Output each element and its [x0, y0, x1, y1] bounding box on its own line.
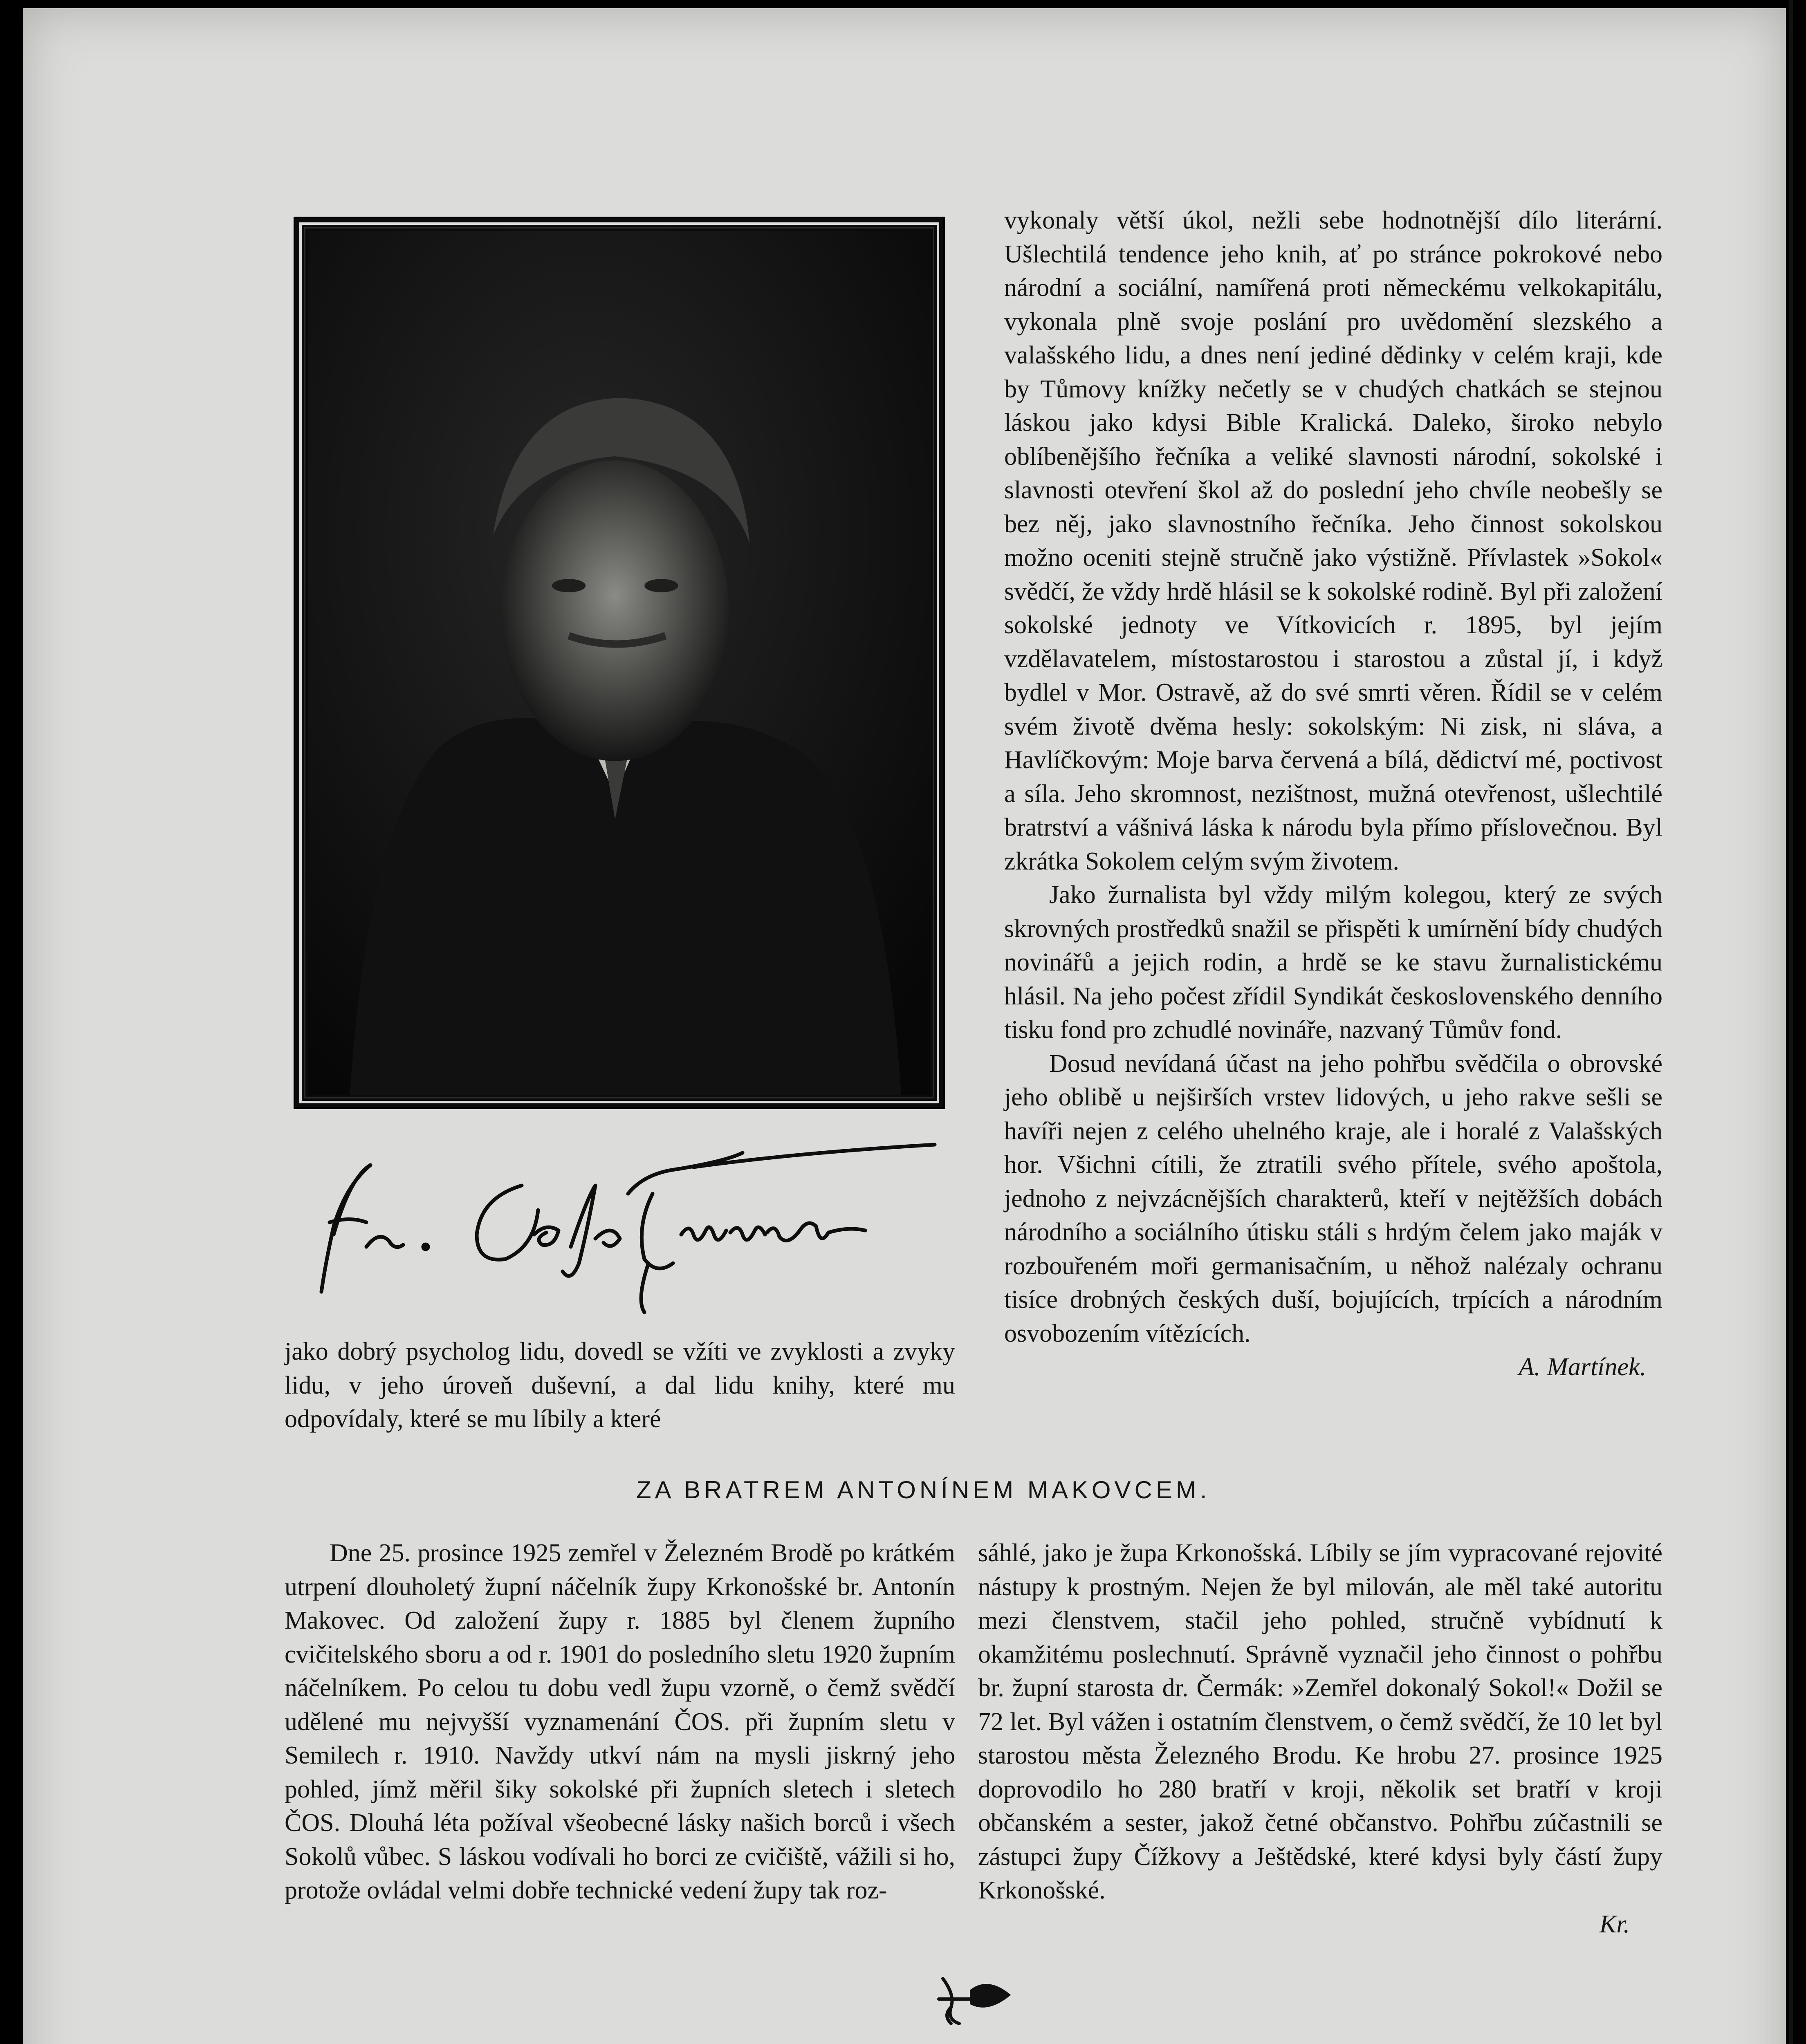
paragraph: Dosud nevídaná účast na jeho pohřbu svědčila o obrovské jeho oblibě u nejširších vrstev lidových, u jeho rakve sešli se havíři nejen z celého uhelného kraje, ale i horalé z Valašských hor. Všichni cítili, že ztratili svého přítele, svého apoštola, jednoho z nejvzácnějších charakterů, kteří v nejtěžších dobách národního a sociálního útisku stáli s hrdým čelem jako maják v rozbouřeném moři germanisačním, u něhož nalézaly ochranu tisíce drobných českých duší, bojujících, trpících a národním osvobozením vítězících.	[1004, 1049, 1662, 1347]
right-column-bottom	[978, 1536, 1662, 1941]
paragraph: jako dobrý psycholog lidu, dovedl se vžíti ve zvyklosti a zvyky lidu, v jeho úroveň duševní, a dal lidu knihy, které mu odpovídaly, které se mu líbily a které	[285, 1338, 955, 1433]
page	[23, 8, 1786, 2044]
paragraph: Dne 25. prosince 1925 zemřel v Železném Brodě po krátkém utrpení dlouholetý župní náčelník župy Krkonošské br. Antonín Makovec. Od založení župy r. 1885 byl členem župního cvičitelského sboru a od r. 1901 do posledního sletu 1920 župním náčelníkem. Po celou tu dobu vedl župu vzorně, o čemž svědčí udělené mu nejvyšší vyznamenání ČOS. při župním sletu v Semilech r. 1910. Navždy utkví nám na mysli jiskrný jeho pohled, jímž měřil šiky sokolské při župních sletech i sletech ČOS. Dlouhá léta požíval všeobecné lásky našich borců i všech Sokolů vůbec. S láskou vodívali ho borci ze cvičiště, vážili si ho, protože ovládal velmi dobře technické vedení župy tak roz-	[285, 1539, 955, 1904]
left-column-bottom	[285, 1536, 955, 1907]
author-signature: A. Martínek.	[1519, 1353, 1646, 1381]
paragraph: vykonaly větší úkol, nežli sebe hodnotnější dílo literární. Ušlechtilá tendence jeho knih, ať po stránce pokrokové nebo národní a sociální, namířená proti německému velkokapitálu, vykonala plně svoje poslání pro uvědomění slezského a valašského lidu, a dnes není jediné dědinky v celém kraji, kde by Tůmovy knížky nečetly se v chudých chatkách se stejnou láskou jako kdysi Bible Kralická. Daleko, široko nebylo oblíbenějšího řečníka a veliké slavnosti národní, sokolské i slavnosti otevření škol až do poslední jeho chvíle neobešly se bez něj, jako slavnostního řečníka. Jeho činnost sokolskou možno oceniti stejně stručně jako výstižně. Přívlastek »Sokol« svědčí, že vždy hrdě hlásil se k sokolské rodině. Byl při založení sokolské jednoty ve Vítkovicích r. 1895, byl jejím vzdělavatelem, místostarostou i starostou a zůstal jí, i když bydlel v Mor. Ostravě, až do své smrti věren. Řídil se v celém svém životě dvěma hesly: sokolským: Ni zisk, ni sláva, a Havlíčkovým: Moje barva červená a bílá, dědictví mé, poctivost a síla. Jeho skromnost, nezištnost, mužná otevřenost, ušlechtilé bratrství a vášnivá láska k národu byla přímo příslovečnou. Byl zkrátka Sokolem celým svým životem.	[1004, 206, 1662, 875]
ornament-icon	[927, 1962, 1025, 2032]
paragraph: Jako žurnalista byl vždy milým kolegou, který ze svých skrovných prostředků snažil se přispěti k umírnění bídy chudých novinářů a jejich rodin, a hrdě se ke stavu žurnalistickému hlásil. Na jeho počest zřídil Syndikát československého denního tisku fond pro zchudlé novináře, nazvaný Tůmův fond.	[1004, 881, 1662, 1044]
signature-image	[285, 1128, 955, 1320]
portrait-photo	[294, 217, 945, 1109]
portrait-silhouette	[295, 218, 943, 1107]
author-initials: Kr.	[1599, 1910, 1630, 1938]
left-column-under-signature	[285, 1335, 955, 1436]
right-column-top	[1004, 204, 1662, 1384]
right-edge-line	[1789, 0, 1793, 2044]
signature	[285, 1128, 955, 1320]
paragraph: sáhlé, jako je župa Krkonošská. Líbily se jím vypracované rejovité nástupy k prostným. Nejen že byl milován, ale měl také autoritu mezi členstvem, stačil jeho pohled, stručně vybídnutí k okamžitému poslechnutí. Správně vyznačil jeho činnost o pohřbu br. župní starosta dr. Čermák: »Zemřel dokonalý Sokol!« Dožil se 72 let. Byl vážen i ostatním členstvem, o čemž svědčí, že 10 let byl starostou města Železného Brodu. Ke hrobu 27. prosince 1925 doprovodilo ho 280 bratří v kroji, několik set bratří v kroji občanském a sester, jakož četné občanstvo. Pohřbu zúčastnili se zástupci župy Čížkovy a Ještědské, které kdysi byly částí župy Krkonošské.	[978, 1539, 1662, 1904]
article-heading: ZA BRATREM ANTONÍNEM MAKOVCEM.	[636, 1476, 1211, 1504]
author-line	[978, 1907, 1662, 1941]
